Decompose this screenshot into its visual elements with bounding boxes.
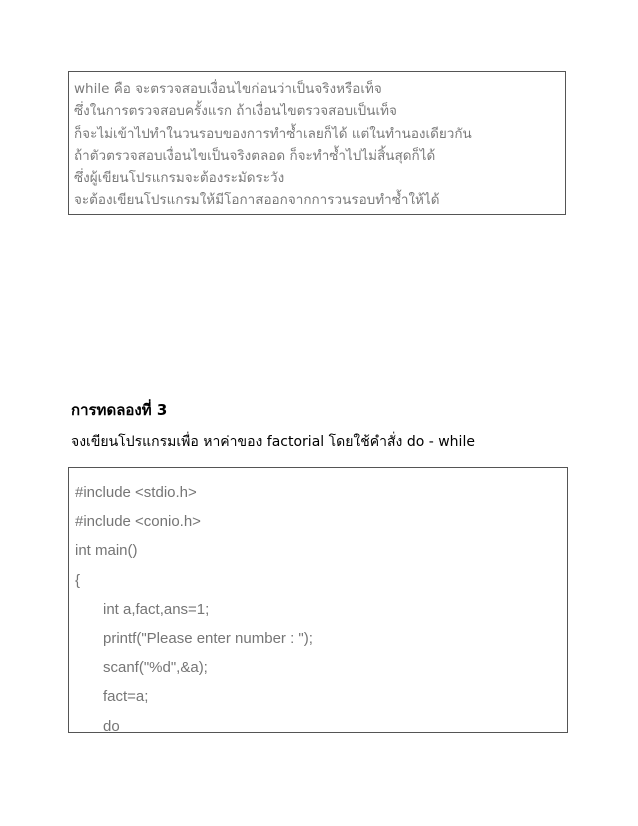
code-line-scanf: scanf("%d",&a); [103,659,208,677]
code-line-do: do [103,717,120,733]
code-line-main: int main() [75,542,138,560]
code-line-assign: fact=a; [103,688,149,706]
code-listing-box [68,467,568,733]
explanation-line-4: ถ้าตัวตรวจสอบเงื่อนไขเป็นจริงตลอด ก็จะทำซ้ำไปไม่สิ้นสุดก็ได้ [74,147,436,164]
code-line-include-conio: #include <conio.h> [75,513,201,531]
code-line-include-stdio: #include <stdio.h> [75,484,197,501]
explanation-line-6: จะต้องเขียนโปรแกรมให้มีโอกาสออกจากการวนรอบทำซ้ำให้ได้ [74,192,440,209]
code-line-declare: int a,fact,ans=1; [103,600,210,618]
explanation-line-3: ก็จะไม่เข้าไปทำในวนรอบของการทำซ้ำเลยก็ได้ แต่ในทำนองเดียวกัน [74,125,472,142]
while-explanation-box [68,71,566,215]
explanation-line-5: ซึ่งผู้เขียนโปรแกรมจะต้องระมัดระวัง [74,170,285,187]
code-line-printf: printf("Please enter number : "); [103,630,313,648]
experiment-task: จงเขียนโปรแกรมเพื่อ หาค่าของ factorial โดยใช้คำสั่ง do - while [71,434,475,450]
explanation-line-1: while คือ จะตรวจสอบเงื่อนไขก่อนว่าเป็นจริงหรือเท็จ [74,81,382,97]
explanation-line-2: ซึ่งในการตรวจสอบครั้งแรก ถ้าเงื่อนไขตรวจสอบเป็นเท็จ [74,103,397,120]
code-line-open-brace: { [75,571,81,589]
experiment-title: การทดลองที่ 3 [71,401,168,419]
